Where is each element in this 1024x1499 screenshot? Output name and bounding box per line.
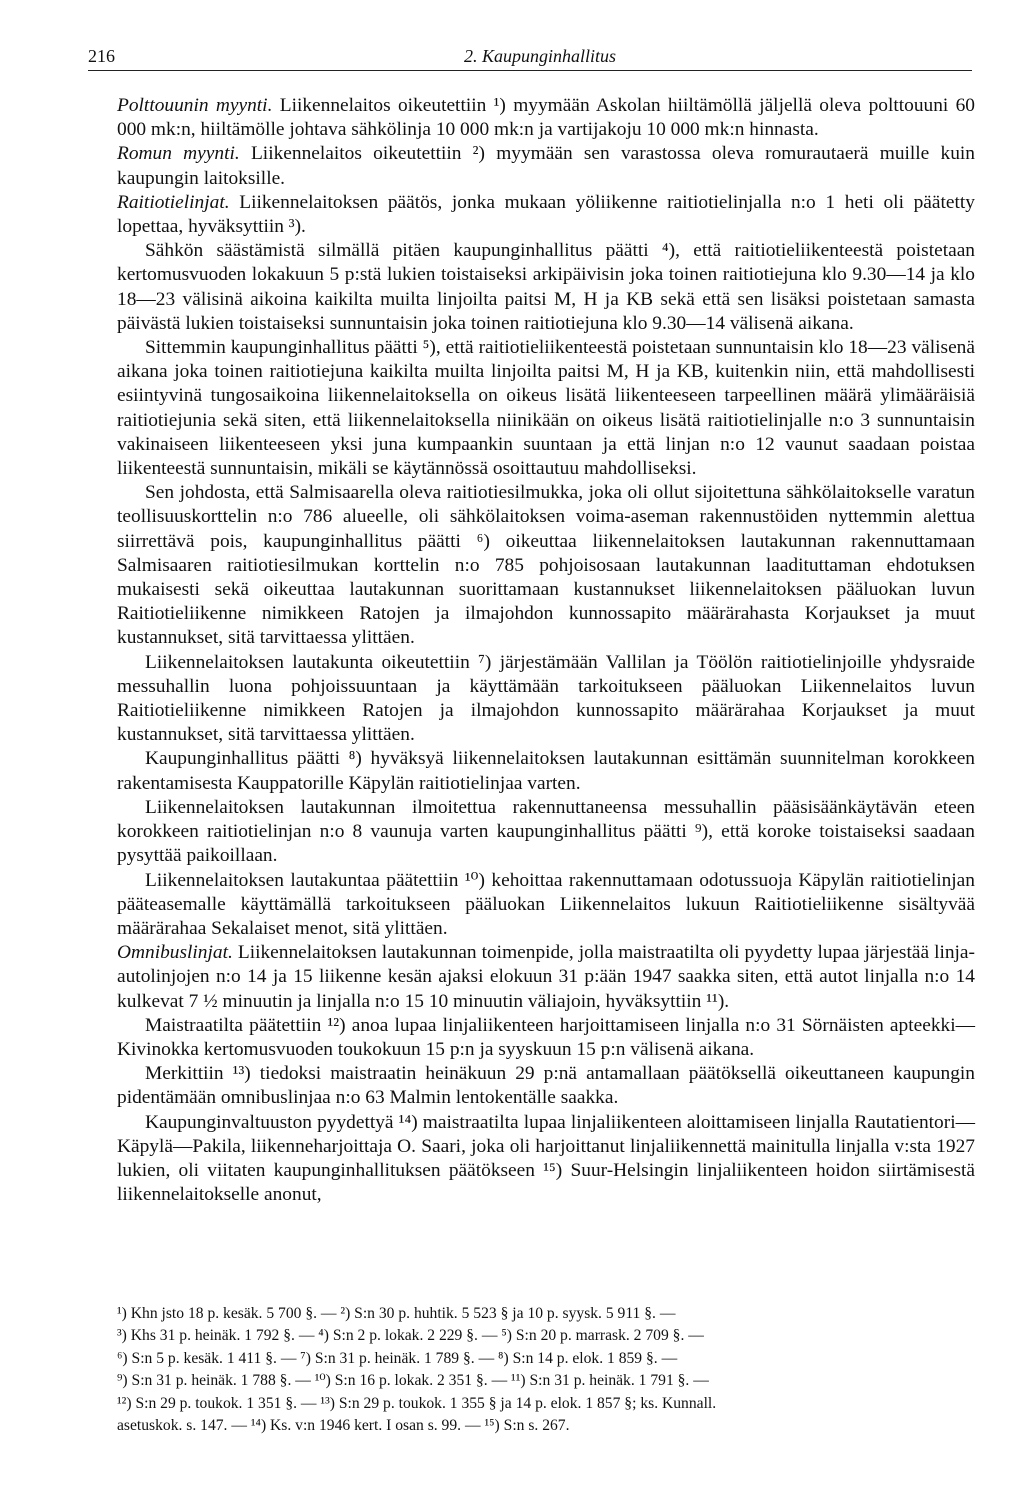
paragraph-text: Liikennelaitoksen lautakunnan ilmoitettua rakennuttaneensa messuhallin pääsisäänkäytävän eteen korokkeen raitiotielinjan n:o 8 vaunuja varten kaupunginhallitus päätti ⁹), että koroke toistaiseksi saadaan pysyttää paikoillaan. [117, 796, 975, 867]
paragraph [117, 1062, 975, 1110]
footnote-line: ¹) Khn jsto 18 p. kesäk. 5 700 §. — ²) S:n 30 p. huhtik. 5 523 § ja 10 p. syysk. 5 911 §. — [117, 1305, 676, 1322]
paragraph-text: Liikennelaitoksen lautakunta oikeutettiin ⁷) järjestämään Vallilan ja Töölön raitiotielinjoille yhdysraide messuhallin luona pohjoissuuntaan ja käyttämään tarkoitukseen pääluokan Liikennelaitos luvun Raitiotieliikenne nimikkeen Ratojen ja ilmajohdon kunnossapito määrärahaa Korjaukset ja muut kustannukset, sitä tarvittaessa ylittäen. [117, 651, 975, 746]
footnote-line: ⁹) S:n 31 p. heinäk. 1 788 §. — ¹⁰) S:n 16 p. lokak. 2 351 §. — ¹¹) S:n 31 p. heinäk. 1 791 §. — [117, 1372, 709, 1390]
paragraph [117, 239, 975, 336]
page-number: 216 [88, 46, 115, 66]
paragraph-text: Sen johdosta, että Salmisaarella oleva raitiotiesilmukka, joka oli ollut sijoitettuna sähkölaitokselle varatun teollisuuskorttelin n:o 786 alueelle, oli sähkölaitoksen voima-aseman rakennustöiden nyttemmin alettua siirrettävä pois, kaupunginhallitus päätti ⁶) oikeuttaa liikennelaitoksen lautakunnan rakennuttamaan Salmisaaren raitiotiesilmukan korttelin n:o 785 pohjoisosaan lautakunnan laadituttaman ehdotuksen mukaisesti sekä oikeuttaa lautakunnan suorittamaan kustannukset liikennelaitoksen pääluokan luvun Raitiotieliikenne nimikkeen Ratojen ja ilmajohdon kunnossapito määrärahasta Korjaukset ja muut kustannukset, sitä tarvittaessa ylittäen. [117, 482, 975, 649]
footnotes [117, 1303, 975, 1437]
paragraph-lead: Romun myynti. [117, 143, 240, 165]
paragraph [117, 796, 975, 869]
paragraph-omnibuslinjat [117, 941, 975, 1014]
footnote-line: asetuskok. s. 147. — ¹⁴) Ks. v:n 1946 kert. I osan s. 99. — ¹⁵) S:n s. 267. [117, 1417, 570, 1435]
paragraph-polttouunin-myynti [117, 94, 975, 142]
paragraph-romun-myynti [117, 142, 975, 190]
paragraph [117, 651, 975, 748]
paragraph-raitiotielinjat [117, 191, 975, 239]
paragraph [117, 336, 975, 481]
paragraph-text: Merkittiin ¹³) tiedoksi maistraatin heinäkuun 29 p:nä antamallaan päätöksellä oikeuttaneen kaupungin pidentämään omnibuslinjaa n:o 63 Malmin lentokentälle saakka. [117, 1063, 975, 1109]
paragraph-text: Liikennelaitos oikeutettiin ²) myymään sen varastossa oleva romurautaerä muille kuin kaupungin laitoksille. [117, 143, 975, 189]
paragraph [117, 869, 975, 942]
footnote-line: ⁶) S:n 5 p. kesäk. 1 411 §. — ⁷) S:n 31 p. heinäk. 1 789 §. — ⁸) S:n 14 p. elok. 1 859 §. — [117, 1349, 678, 1367]
body-text [117, 94, 975, 1207]
paragraph-lead: Polttouunin myynti. [117, 95, 273, 116]
paragraph-text: Sittemmin kaupunginhallitus päätti ⁵), että raitiotieliikenteestä poistetaan sunnuntaisin klo 18—23 välisenä aikana joka toinen raitiotiejuna kaikilta muilta linjoilta paitsi M, H ja KB, kuitenkin niin, että mahdollisesti esiintyvinä tungosaikoina liikennelaitoksella on oikeus lisätä liikenteeseen tarpeellinen määrä ylimääräisiä raitiotiejunia sekä siten, että liikennelaitoksella niinikään on oikeus lisätä raitiotielinjalle n:o 3 sunnuntaisin vakinaiseen liikenteeseen yksi juna kumpaankin suuntaan ja että linjan n:o 12 vaunut saadaan poistaa liikenteestä sunnuntaisin, mikäli se käytännössä osoittautuu mahdolliseksi. [117, 337, 975, 480]
paragraph-lead: Raitiotielinjat. [117, 191, 230, 213]
paragraph-text: Liikennelaitoksen päätös, jonka mukaan yöliikenne raitiotielinjalla n:o 1 heti oli päätetty lopettaa, hyväksyttiin ³). [117, 191, 975, 238]
paragraph-lead: Omnibuslinjat. [117, 942, 233, 964]
paragraph [117, 747, 975, 795]
footnote-line: ¹²) S:n 29 p. toukok. 1 351 §. — ¹³) S:n 29 p. toukok. 1 355 § ja 14 p. elok. 1 857 §; ks. Kunnall. [117, 1394, 717, 1412]
header-rule [88, 70, 972, 71]
page-header [88, 46, 972, 70]
paragraph-text: Sähkön säästämistä silmällä pitäen kaupunginhallitus päätti ⁴), että raitiotieliikenteestä poistetaan kertomusvuoden lokakuun 5 p:stä lukien toistaiseksi arkipäivisin joka toinen raitiotiejuna klo 9.30—14 ja klo 18—23 välisinä aikoina kaikilta muilta linjoilta paitsi M, H ja KB sekä että sen lisäksi poistetaan samasta päivästä lukien toistaiseksi sunnuntaisin joka toinen raitiotiejuna klo 9.30—14 välisenä aikana. [117, 240, 975, 334]
paragraph-text: Kaupunginvaltuuston pyydettyä ¹⁴) maistraatilta lupaa linjaliikenteen aloittamiseen linjalla Rautatientori—Käpylä—Pakila, liikenneharjoittaja O. Saari, joka oli harjoittanut linjaliikennettä mainitulla linjalla v:sta 1927 lukien, oli viitaten kaupunginhallituksen päätökseen ¹⁵) Suur-Helsingin linjaliikenteen hoidon siirtämisestä liikennelaitokselle anonut, [117, 1111, 975, 1206]
footnote-line: ³) Khs 31 p. heinäk. 1 792 §. — ⁴) S:n 2 p. lokak. 2 229 §. — ⁵) S:n 20 p. marrask. 2 709 §. — [117, 1327, 704, 1345]
paragraph [117, 481, 975, 650]
paragraph-text: Liikennelaitoksen lautakuntaa päätettiin ¹⁰) kehoittaa rakennuttamaan odotussuoja Käpylän raitiotielinjan pääteasemalle käyttämällä tarkoitukseen pääluokan Liikennelaitos lukuun Raitiotieliikenne sisältyvää määrärahaa Sekalaiset menot, sitä ylittäen. [117, 869, 975, 939]
paragraph-text: Liikennelaitos oikeutettiin ¹) myymään Askolan hiiltämöllä jäljellä oleva polttouuni 60 000 mk:n, hiiltämölle johtava sähkölinja 10 000 mk:n ja vartijakoju 10 000 mk:n hinnasta. [117, 95, 975, 141]
paragraph-text: Kaupunginhallitus päätti ⁸) hyväksyä liikennelaitoksen lautakunnan esittämän suunnitelman korokkeen rakentamisesta Kauppatorille Käpylän raitiotielinjaa varten. [117, 748, 975, 794]
paragraph-text: Maistraatilta päätettiin ¹²) anoa lupaa linjaliikenteen harjoittamiseen linjalla n:o 31 Sörnäisten apteekki—Kivinokka kertomusvuoden toukokuun 15 p:n ja syyskuun 15 p:n välisenä aikana. [117, 1014, 975, 1060]
paragraph [117, 1014, 975, 1062]
running-head: 2. Kaupunginhallitus [464, 46, 617, 66]
paragraph [117, 1111, 975, 1208]
paragraph-text: Liikennelaitoksen lautakunnan toimenpide, jolla maistraatilta oli pyydetty lupaa järjestää linja-autolinjojen n:o 14 ja 15 liikenne kesän ajaksi elokuun 31 p:ään 1947 saakka siten, että autot linjalla n:o 14 kulkevat 7 ½ minuutin ja linjalla n:o 15 10 minuutin väliajoin, hyväksyttiin ¹¹). [117, 942, 975, 1012]
